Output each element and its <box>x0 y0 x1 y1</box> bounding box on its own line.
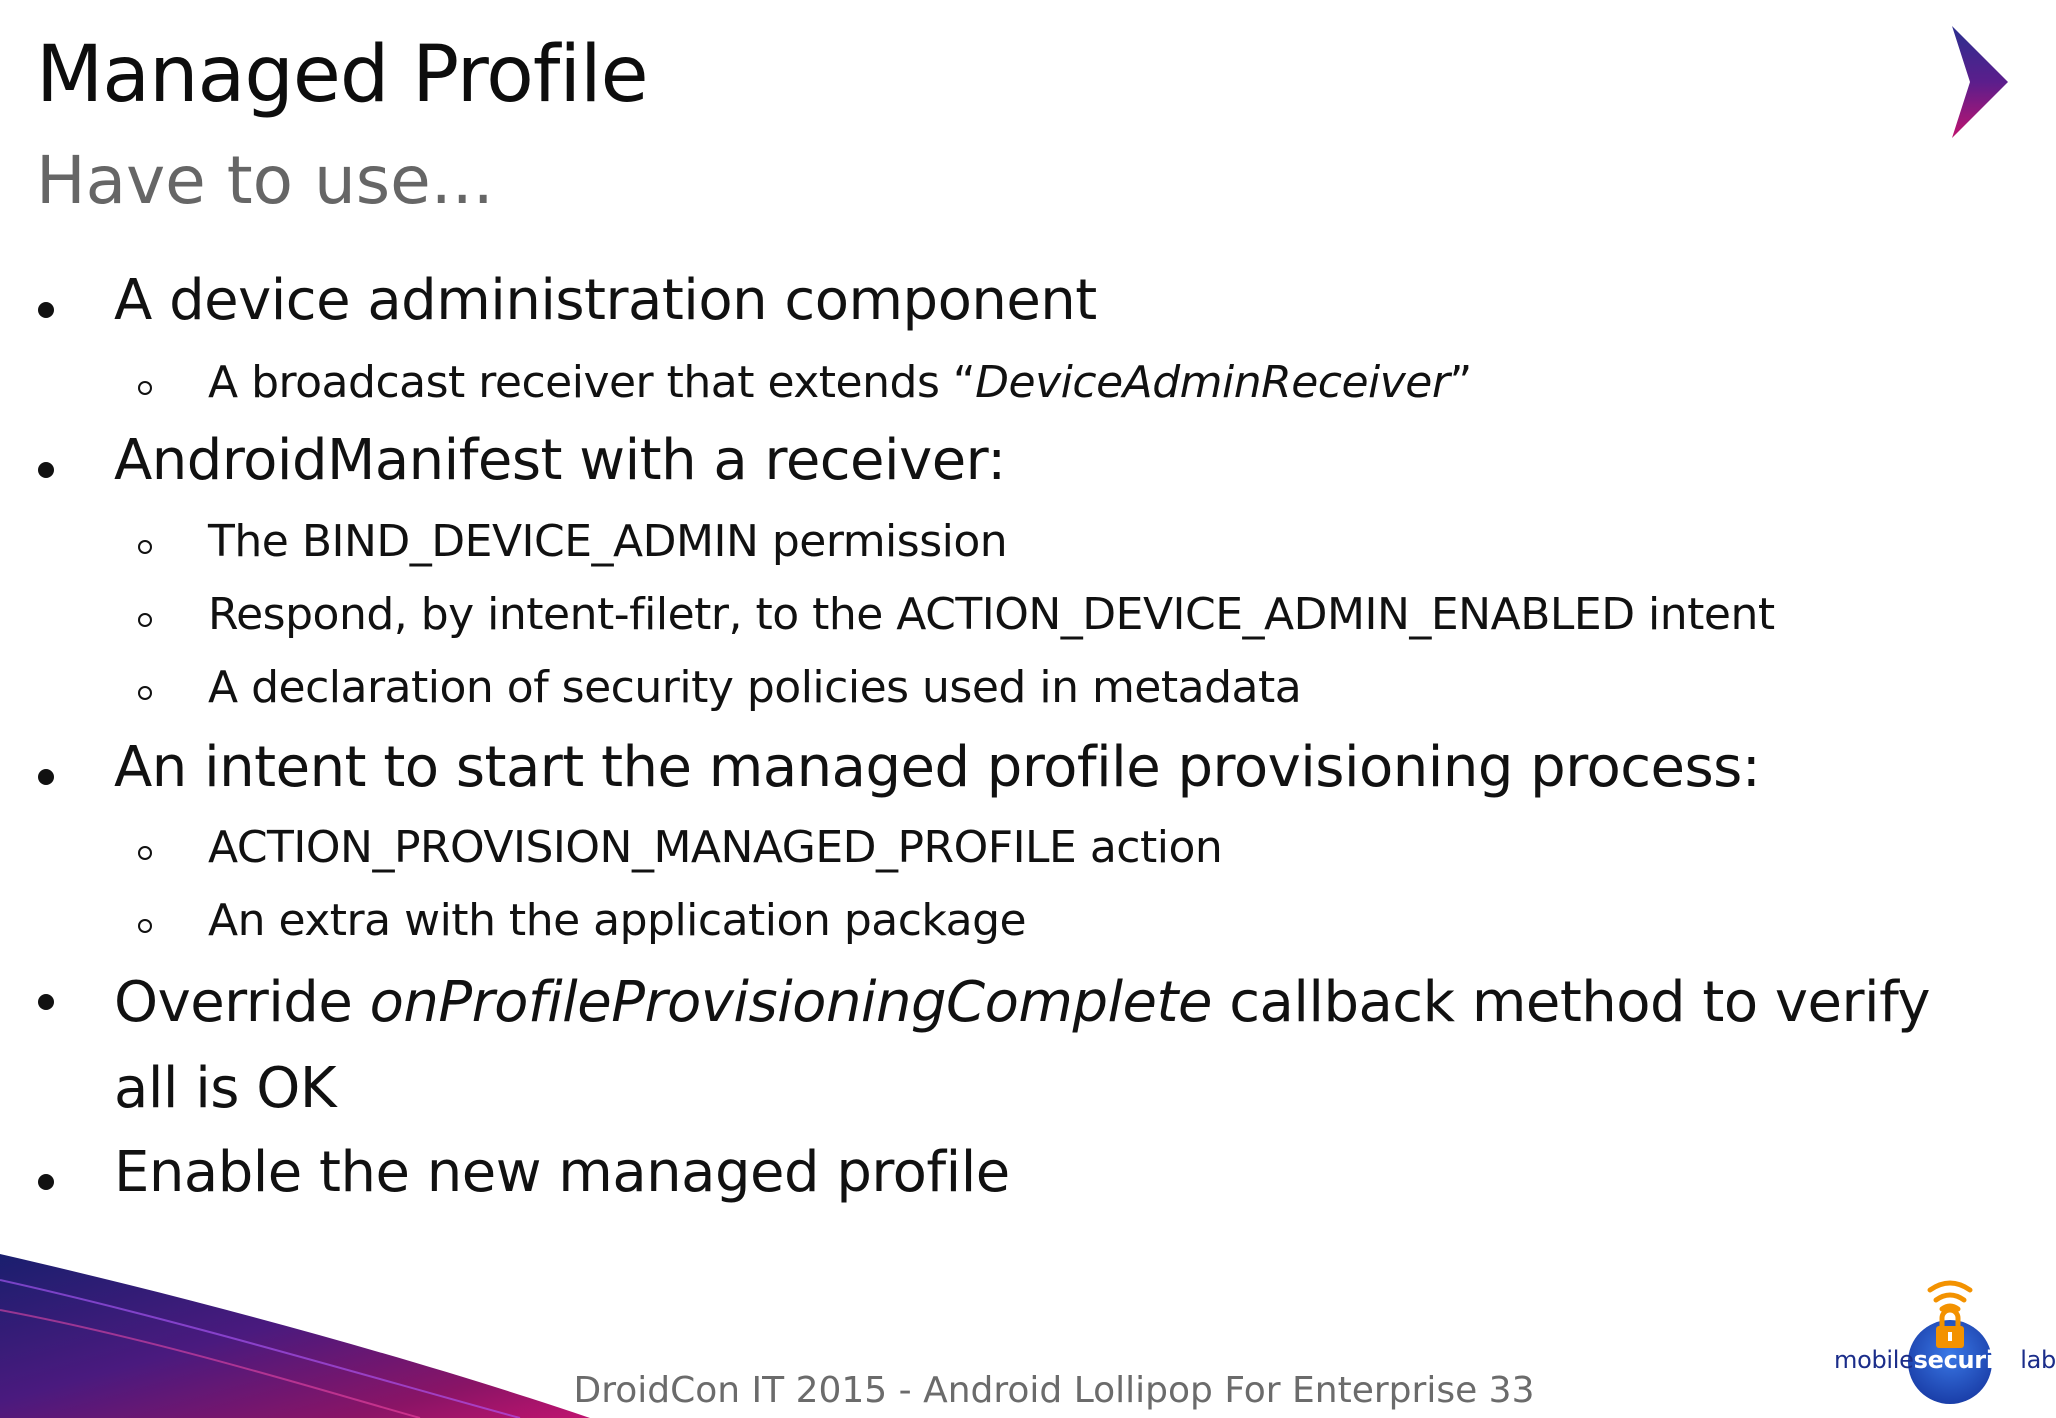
bullet-circle-icon <box>138 613 152 627</box>
list-item: A broadcast receiver that extends “DeviceAdminReceiver” <box>134 357 1472 408</box>
list-item: A declaration of security policies used in metadata <box>134 662 1301 713</box>
bullet-circle-icon <box>138 919 152 933</box>
list-item: ACTION_PROVISION_MANAGED_PROFILE action <box>134 822 1222 873</box>
bullet-dot-icon <box>38 1174 54 1190</box>
list-item: A device administration component <box>36 268 1097 333</box>
list-item: AndroidManifest with a receiver: <box>36 428 1006 493</box>
list-item: Respond, by intent-filetr, to the ACTION_DEVICE_ADMIN_ENABLED intent <box>134 589 1775 640</box>
bullet-circle-icon <box>138 381 152 395</box>
slide-subtitle: Have to use... <box>36 142 494 219</box>
bullet-dot-icon <box>38 462 54 478</box>
padlock-wifi-icon <box>1830 1276 2040 1406</box>
list-item: An extra with the application package <box>134 895 1026 946</box>
list-item: Enable the new managed profile <box>36 1140 1010 1205</box>
slide-footer: DroidCon IT 2015 - Android Lollipop For Enterprise 33 <box>573 1370 1535 1411</box>
slide-title: Managed Profile <box>36 30 648 120</box>
list-item: An intent to start the managed profile provisioning process: <box>36 735 1760 800</box>
list-item: The BIND_DEVICE_ADMIN permission <box>134 516 1007 567</box>
logo-wordmark: mobilesecuritylab <box>1834 1346 2056 1374</box>
bullet-dot-icon <box>38 994 54 1010</box>
bullet-dot-icon <box>38 769 54 785</box>
bullet-circle-icon <box>138 846 152 860</box>
list-item: Override onProfileProvisioningComplete callback method to verify all is OK <box>36 960 1936 1132</box>
bullet-circle-icon <box>138 540 152 554</box>
bullet-dot-icon <box>38 302 54 318</box>
bullet-circle-icon <box>138 686 152 700</box>
